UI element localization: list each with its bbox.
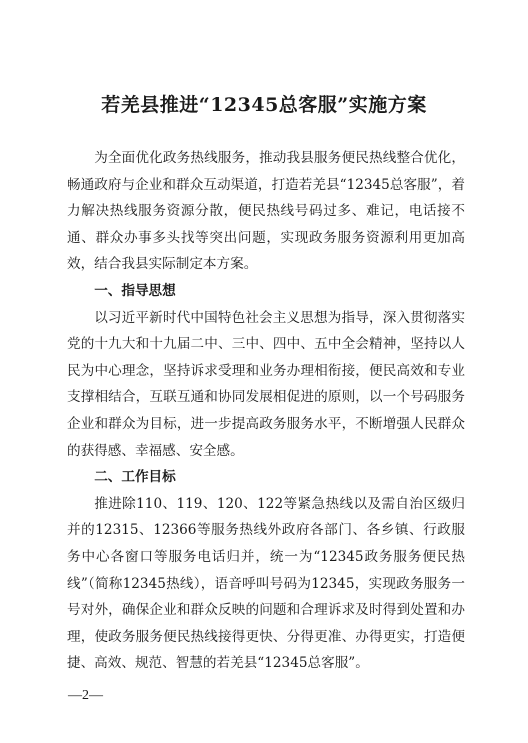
- section-paragraph-guiding-ideology: 以习近平新时代中国特色社会主义思想为指导，深入贯彻落实党的十九大和十九届二中、三中、四中、五中全会精神，坚持以人民为中心理念，坚持诉求受理和业务办理相衔接，便民高效和专业支撑相结合，互联互通和协同发展相促进的原则，以一个号码服务企业和群众为目标，进一步提高政务服务水平，不断增强人民群众的获得感、幸福感、安全感。: [67, 309, 465, 459]
- section-heading-work-goals: 二、工作目标: [94, 469, 176, 486]
- document-body: [67, 145, 465, 677]
- section-heading-guiding-ideology: 一、指导思想: [94, 282, 176, 299]
- intro-paragraph: 为全面优化政务热线服务，推动我县服务便民热线整合优化，畅通政府与企业和群众互动渠道，打造若羌县“12345总客服”，着力解决热线服务资源分散，便民热线号码过多、难记，电话接不通、群众办事多头找等突出问题，实现政务服务资源利用更加高效，结合我县实际制定本方案。: [67, 150, 465, 273]
- page-number: —2—: [68, 688, 103, 703]
- section-paragraph-work-goals: 推进除110、119、120、122等紧急热线以及需自治区级归并的12315、12366等服务热线外政府各部门、各乡镇、行政服务中心各窗口等服务电话归并，统一为“12345政务服务便民热线”（简称12345热线），语音呼叫号码为12345，实现政务服务一号对外，确保企业和群众反映的问题和合理诉求及时得到处置和办理，使政务服务便民热线接得更快、分得更准、办得更实，打造便捷、高效、规范、智慧的若羌县“12345总客服”。: [67, 495, 465, 672]
- document-title: 若羌县推进“12345总客服”实施方案: [101, 94, 427, 116]
